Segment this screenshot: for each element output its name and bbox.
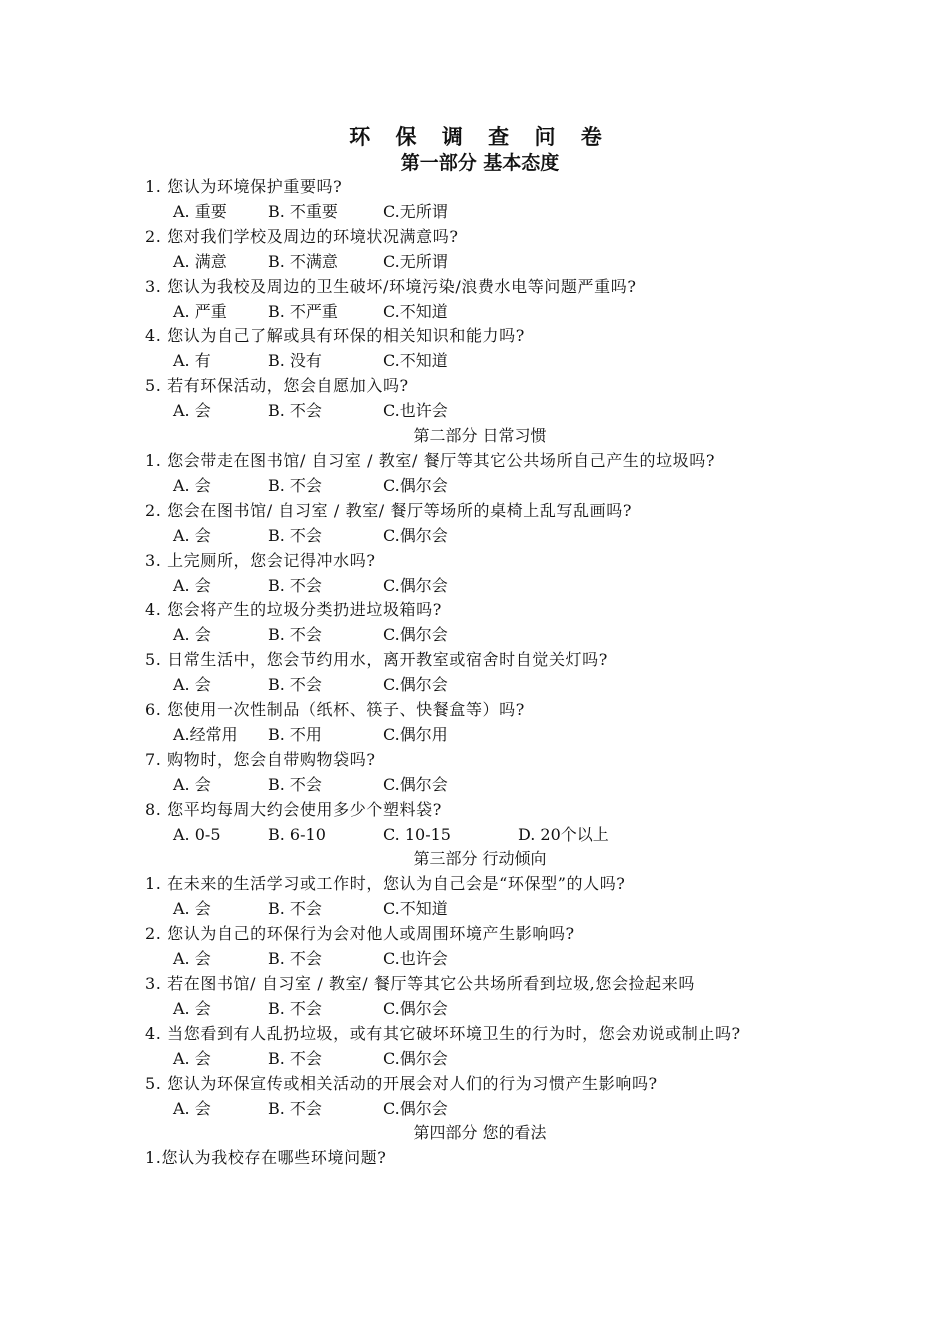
answer-option[interactable]: A. 会 [173,475,211,495]
answer-option[interactable]: C.偶尔会 [383,1098,448,1118]
answer-option[interactable]: C. 10-15 [383,824,451,844]
answer-options [145,524,815,549]
answer-options [145,823,815,848]
answer-option[interactable]: B. 不用 [268,724,322,744]
question-text: 2. 您对我们学校及周边的环境状况满意吗? [145,226,459,246]
answer-option[interactable]: B. 不会 [268,401,322,421]
answer-option[interactable]: A. 会 [173,998,211,1018]
question-text: 2. 您会在图书馆/ 自习室 / 教室/ 餐厅等场所的桌椅上乱写乱画吗? [145,500,633,520]
answer-options [145,200,815,225]
answer-option[interactable]: A. 会 [173,675,211,695]
answer-option[interactable]: C.无所谓 [383,251,448,271]
answer-option[interactable]: B. 不会 [268,774,322,794]
answer-option[interactable]: C.偶尔会 [383,675,448,695]
answer-options [145,773,815,798]
section-heading-part-3: 第三部分 行动倾向 [413,849,547,869]
answer-options [145,474,815,499]
section-heading-part-1: 第一部分 基本态度 [400,152,560,174]
answer-options [145,250,815,275]
answer-option[interactable]: A. 会 [173,1098,211,1118]
answer-options [145,300,815,325]
answer-options [145,349,815,374]
answer-option[interactable]: C.偶尔用 [383,724,448,744]
answer-option[interactable]: B. 不会 [268,525,322,545]
answer-option[interactable]: A. 0-5 [173,824,221,844]
answer-option[interactable]: A.经常用 [173,724,238,744]
answer-options [145,897,815,922]
answer-option[interactable]: B. 不会 [268,1098,322,1118]
question-text: 2. 您认为自己的环保行为会对他人或周围环境产生影响吗? [145,924,575,944]
answer-options [145,399,815,424]
answer-option[interactable]: C.不知道 [383,301,448,321]
answer-option[interactable]: A. 会 [173,774,211,794]
question-text: 4. 您会将产生的垃圾分类扔进垃圾箱吗? [145,600,442,620]
answer-option[interactable]: A. 会 [173,625,211,645]
answer-options [145,947,815,972]
answer-option[interactable]: B. 不会 [268,675,322,695]
survey-document [145,124,815,1171]
question-text: 3. 您认为我校及周边的卫生破坏/环境污染/浪费水电等问题严重吗? [145,276,637,296]
answer-option[interactable]: C.偶尔会 [383,525,448,545]
question-text: 5. 您认为环保宣传或相关活动的开展会对人们的行为习惯产生影响吗? [145,1073,658,1093]
answer-option[interactable]: A. 严重 [173,301,227,321]
question-text: 5. 日常生活中，您会节约用水，离开教室或宿舍时自觉关灯吗? [145,650,608,670]
answer-options [145,673,815,698]
answer-option[interactable]: D. 20个以上 [518,824,609,844]
answer-option[interactable]: B. 不会 [268,949,322,969]
answer-option[interactable]: C.偶尔会 [383,1048,448,1068]
answer-option[interactable]: A. 会 [173,401,211,421]
question-text: 3. 上完厕所，您会记得冲水吗? [145,550,376,570]
answer-option[interactable]: A. 会 [173,525,211,545]
answer-option[interactable]: A. 会 [173,949,211,969]
question-text: 1. 您会带走在图书馆/ 自习室 / 教室/ 餐厅等其它公共场所自己产生的垃圾吗? [145,450,716,470]
answer-option[interactable]: C.偶尔会 [383,625,448,645]
section-heading-part-2: 第二部分 日常习惯 [413,426,547,446]
answer-option[interactable]: C.偶尔会 [383,774,448,794]
answer-option[interactable]: B. 不会 [268,998,322,1018]
question-text: 1. 在未来的生活学习或工作时，您认为自己会是“环保型”的人吗? [145,874,626,894]
answer-option[interactable]: A. 重要 [173,201,227,221]
answer-option[interactable]: B. 没有 [268,351,322,371]
answer-option[interactable]: B. 不满意 [268,251,338,271]
question-text: 1.您认为我校存在哪些环境问题? [145,1148,387,1168]
answer-option[interactable]: B. 不重要 [268,201,338,221]
answer-option[interactable]: B. 不会 [268,575,322,595]
question-text: 7. 购物时，您会自带购物袋吗? [145,749,376,769]
survey-sections [145,150,815,1171]
question-text: 4. 当您看到有人乱扔垃圾，或有其它破坏环境卫生的行为时，您会劝说或制止吗? [145,1023,741,1043]
answer-option[interactable]: B. 不会 [268,475,322,495]
answer-option[interactable]: B. 6-10 [268,824,326,844]
answer-options [145,1047,815,1072]
question-text: 1. 您认为环境保护重要吗? [145,177,343,196]
answer-option[interactable]: C.偶尔会 [383,998,448,1018]
question-text: 6. 您使用一次性制品（纸杯、筷子、快餐盒等）吗? [145,700,525,720]
answer-option[interactable]: C.也许会 [383,401,448,421]
survey-title: 环 保 调 查 问 卷 [349,124,611,149]
answer-option[interactable]: C.也许会 [383,949,448,969]
answer-options [145,997,815,1022]
answer-options [145,623,815,648]
question-text: 3. 若在图书馆/ 自习室 / 教室/ 餐厅等其它公共场所看到垃圾,您会捡起来吗 [145,974,695,993]
answer-option[interactable]: C.不知道 [383,899,448,919]
answer-option[interactable]: A. 满意 [173,251,227,271]
answer-option[interactable]: C.不知道 [383,351,448,371]
answer-option[interactable]: B. 不会 [268,1048,322,1068]
answer-options [145,574,815,599]
answer-option[interactable]: A. 会 [173,899,211,919]
answer-options [145,1097,815,1122]
answer-option[interactable]: B. 不严重 [268,301,338,321]
answer-option[interactable]: C.偶尔会 [383,475,448,495]
answer-option[interactable]: C.无所谓 [383,201,448,221]
section-heading-part-4: 第四部分 您的看法 [413,1123,547,1143]
answer-options [145,723,815,748]
answer-option[interactable]: B. 不会 [268,899,322,919]
answer-option[interactable]: A. 有 [173,351,211,371]
question-text: 4. 您认为自己了解或具有环保的相关知识和能力吗? [145,326,525,346]
answer-option[interactable]: A. 会 [173,575,211,595]
answer-option[interactable]: A. 会 [173,1048,211,1068]
answer-option[interactable]: B. 不会 [268,625,322,645]
question-text: 8. 您平均每周大约会使用多少个塑料袋? [145,799,442,819]
question-text: 5. 若有环保活动，您会自愿加入吗? [145,376,409,396]
answer-option[interactable]: C.偶尔会 [383,575,448,595]
